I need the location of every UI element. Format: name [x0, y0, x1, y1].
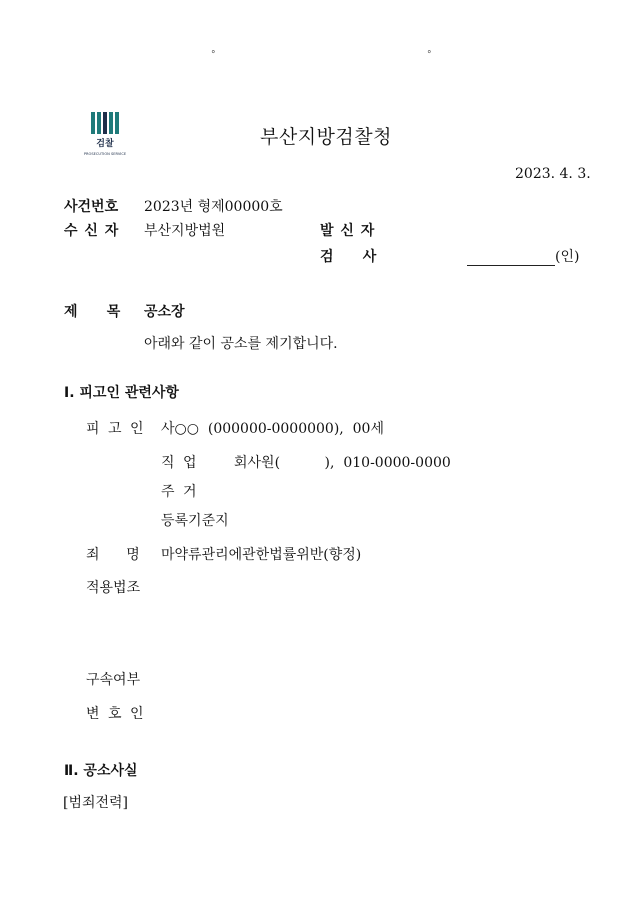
prosecution-emblem-icon	[82, 110, 130, 160]
defendant-label: 피 고 인	[86, 421, 146, 437]
prosecutor-label: 검 사	[320, 249, 377, 265]
job-label: 직 업	[161, 455, 199, 471]
section-1-heading: Ⅰ. 피고인 관련사항	[64, 385, 179, 401]
signature-line	[467, 265, 555, 266]
address-label: 주 거	[161, 484, 199, 500]
recipient-value: 부산지방법원	[144, 223, 226, 239]
charge-value: 마약류관리에관한법률위반(향정)	[161, 547, 362, 563]
logo-subtext: PROSECUTION SERVICE	[83, 152, 127, 156]
criminal-record-heading: [범죄전력]	[63, 795, 129, 811]
top-mark-left: °	[211, 50, 216, 60]
office-title: 부산지방검찰청	[260, 126, 392, 148]
subject-value: 공소장	[144, 304, 185, 320]
subject-label: 제 목	[64, 304, 121, 320]
top-mark-right: °	[427, 50, 432, 60]
section-2-heading: Ⅱ. 공소사실	[64, 763, 138, 779]
charge-label: 죄 명	[86, 547, 140, 563]
sender-label: 발 신 자	[320, 223, 376, 239]
logo-text: 검찰	[96, 139, 114, 149]
document-date: 2023. 4. 3.	[515, 166, 591, 182]
applicable-law-label: 적용법조	[86, 580, 141, 596]
prosecution-logo	[82, 110, 130, 160]
intro-text: 아래와 같이 공소를 제기합니다.	[144, 336, 338, 352]
seal-mark: (인)	[555, 249, 580, 265]
registered-domicile-label: 등록기준지	[161, 513, 229, 529]
job-value: 회사원( ), 010-0000-0000	[234, 455, 451, 471]
case-no-label: 사건번호	[64, 199, 119, 215]
defendant-value: 사○○ (000000-0000000), 00세	[161, 421, 384, 437]
detention-label: 구속여부	[86, 672, 141, 688]
recipient-label: 수 신 자	[64, 223, 120, 239]
counsel-label: 변 호 인	[86, 706, 146, 722]
case-no-value: 2023년 형제00000호	[144, 199, 283, 215]
